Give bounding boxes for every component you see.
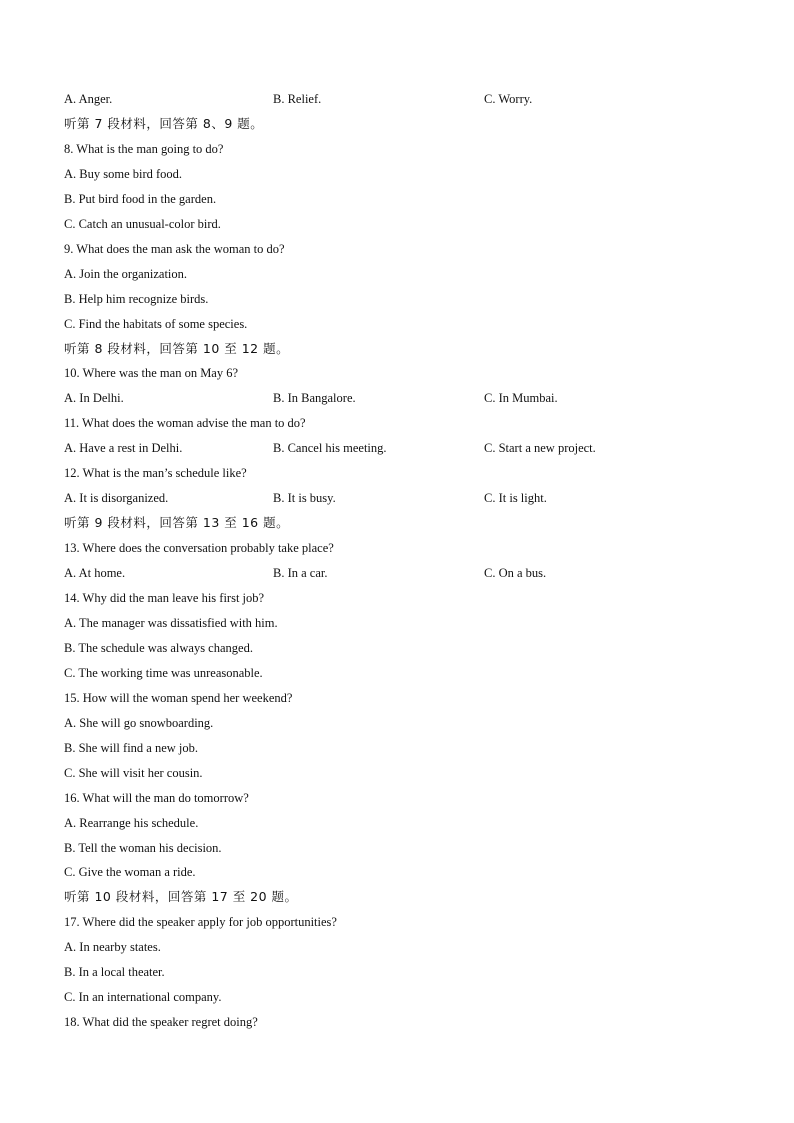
- text-line: 10. Where was the man on May 6?: [64, 366, 239, 380]
- text-line: B. Help him recognize birds.: [64, 292, 209, 306]
- section-heading: 听第 10 段材料，回答第 17 至 20 题。: [64, 889, 298, 904]
- option-c: C. Start a new project.: [484, 441, 596, 455]
- text-line: C. Catch an unusual-color bird.: [64, 217, 221, 231]
- text-line: 13. Where does the conversation probably take place?: [64, 541, 334, 555]
- text-line: C. She will visit her cousin.: [64, 766, 203, 780]
- option-row: [64, 440, 784, 456]
- section-heading: 听第 8 段材料，回答第 10 至 12 题。: [64, 341, 290, 356]
- option-a: A. In Delhi.: [64, 391, 124, 405]
- text-line: C. Find the habitats of some species.: [64, 317, 248, 331]
- option-b: B. In Bangalore.: [273, 391, 356, 405]
- text-line: A. She will go snowboarding.: [64, 716, 214, 730]
- text-line: 9. What does the man ask the woman to do?: [64, 242, 285, 256]
- text-line: B. The schedule was always changed.: [64, 641, 253, 655]
- section-heading: 听第 7 段材料，回答第 8、9 题。: [64, 116, 264, 131]
- option-c: C. On a bus.: [484, 566, 547, 580]
- text-line: C. The working time was unreasonable.: [64, 666, 263, 680]
- text-line: 8. What is the man going to do?: [64, 142, 224, 156]
- text-line: 11. What does the woman advise the man to do?: [64, 416, 306, 430]
- option-row: [64, 91, 784, 107]
- text-line: 18. What did the speaker regret doing?: [64, 1015, 258, 1029]
- text-line: C. Give the woman a ride.: [64, 865, 196, 879]
- option-c: C. It is light.: [484, 491, 547, 505]
- text-line: B. In a local theater.: [64, 965, 165, 979]
- option-row: [64, 565, 784, 581]
- option-b: B. Relief.: [273, 92, 322, 106]
- text-line: A. Buy some bird food.: [64, 167, 183, 181]
- text-line: 15. How will the woman spend her weekend?: [64, 691, 293, 705]
- option-b: B. It is busy.: [273, 491, 336, 505]
- option-a: A. At home.: [64, 566, 126, 580]
- option-a: A. Anger.: [64, 92, 113, 106]
- option-row: [64, 390, 784, 406]
- option-c: C. Worry.: [484, 92, 533, 106]
- text-line: B. She will find a new job.: [64, 741, 199, 755]
- option-b: B. In a car.: [273, 566, 328, 580]
- option-row: [64, 490, 784, 506]
- option-c: C. In Mumbai.: [484, 391, 558, 405]
- text-line: A. Rearrange his schedule.: [64, 816, 199, 830]
- option-a: A. Have a rest in Delhi.: [64, 441, 183, 455]
- text-line: 12. What is the man’s schedule like?: [64, 466, 247, 480]
- section-heading: 听第 9 段材料，回答第 13 至 16 题。: [64, 515, 290, 530]
- text-line: 17. Where did the speaker apply for job opportunities?: [64, 915, 337, 929]
- text-line: A. Join the organization.: [64, 267, 188, 281]
- option-a: A. It is disorganized.: [64, 491, 169, 505]
- text-line: A. The manager was dissatisfied with him.: [64, 616, 278, 630]
- text-line: B. Put bird food in the garden.: [64, 192, 217, 206]
- text-line: B. Tell the woman his decision.: [64, 841, 222, 855]
- text-line: 16. What will the man do tomorrow?: [64, 791, 249, 805]
- text-line: A. In nearby states.: [64, 940, 161, 954]
- text-line: 14. Why did the man leave his first job?: [64, 591, 265, 605]
- option-b: B. Cancel his meeting.: [273, 441, 387, 455]
- text-line: C. In an international company.: [64, 990, 222, 1004]
